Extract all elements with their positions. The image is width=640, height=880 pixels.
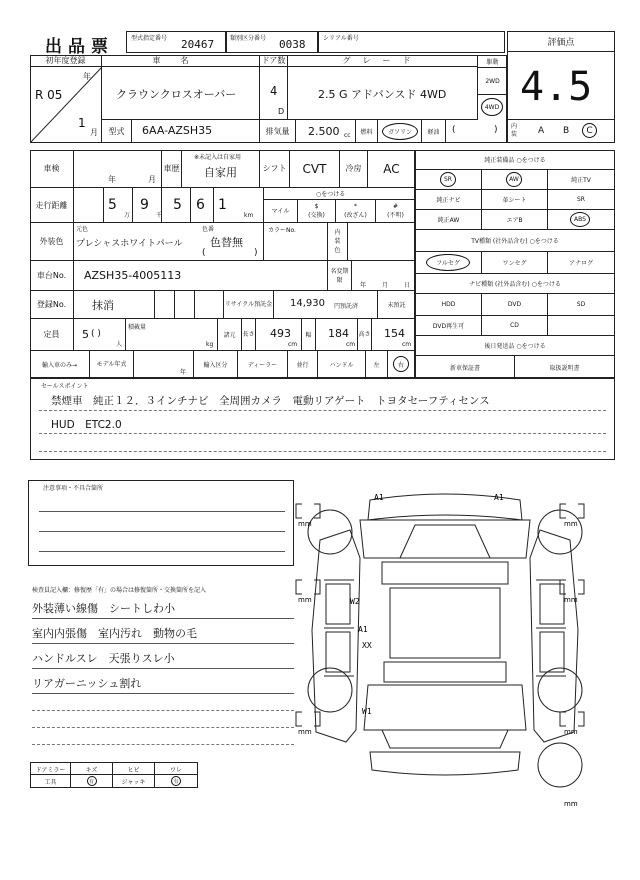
notes-box: 注意事項・不具合箇所 — [28, 480, 294, 566]
mileage-options: ○をつける マイル $ (交換) * (改ざん) # (不明) — [264, 188, 415, 223]
tire-mm-label: mm — [298, 520, 312, 528]
tire-mm-label: mm — [564, 520, 578, 528]
tire-mm-label: mm — [564, 728, 578, 736]
sales-frame: セールスポイント 禁煙車 純正１２．３インチナビ 全周囲カメラ 電動リアゲート トヨタセーフティセンス HUD ETC2.0 — [30, 378, 615, 460]
tire-mm-label: mm — [564, 596, 578, 604]
mileage-digits: 5 万 9 千 5 6 1 km — [74, 188, 264, 223]
legend-table: ドアミラー キズ ヒビ ワレ 工具 有 ジャッキ 有 — [30, 762, 198, 788]
equip-sr-circled: SR — [440, 172, 456, 187]
damage-mark: W1 — [362, 707, 372, 716]
damage-mark: A1 — [494, 493, 504, 502]
sales-line-1: 禁煙車 純正１２．３インチナビ 全周囲カメラ 電動リアゲート トヨタセーフティセンス — [51, 395, 490, 407]
chassis-cell: AZSH35-4005113 — [74, 261, 328, 291]
registration-cell: 抹消 — [74, 291, 224, 319]
grade-cell: 2.5 G アドバンスド 4WD — [288, 67, 478, 120]
color-no-cell: カラーNo. — [264, 223, 328, 261]
type-no-box: 型式指定番号 20467 — [126, 31, 226, 53]
equip-abs-circled: ABS — [570, 212, 590, 227]
class-no-box: 類別区分番号 0038 — [226, 31, 318, 53]
model-cell: 6AA-AZSH35 — [132, 120, 260, 143]
inspection-date: 年 月 — [74, 150, 162, 188]
equip-aw-circled: AW — [506, 172, 522, 187]
damage-mark: W2 — [350, 597, 360, 606]
sales-line-2: HUD ETC2.0 — [51, 419, 122, 431]
inspector-notes: 外装薄い線傷 シートしわ小 室内内張傷 室内汚れ 動物の毛 ハンドルスレ 天張りスレ小 リアガーニッシュ割れ — [32, 600, 294, 745]
damage-mark: A1 — [374, 493, 384, 502]
drive-cell: 駆動 2WD 4WD — [478, 55, 507, 120]
tire-mm-label: mm — [298, 728, 312, 736]
drive-4wd-circled: 4WD — [481, 98, 503, 116]
score-box: 評価点 4.5 内装 A B C — [507, 31, 615, 143]
car-diagram — [290, 480, 600, 810]
doors-cell: 4 D — [260, 67, 288, 120]
serial-box: シリアル番号 — [318, 31, 505, 53]
fuel-cell — [378, 120, 422, 143]
handle-right-circled: 右 — [393, 356, 409, 372]
car-name-cell: クラウンクロスオーバー — [102, 67, 260, 120]
damage-mark: XX — [362, 641, 372, 650]
interior-c-circled: C — [582, 123, 597, 138]
tire-mm-label: mm — [298, 596, 312, 604]
use-cell: ※未記入は自家用 自家用 — [182, 150, 260, 188]
recycle-cell: 14,930 円預託済 — [274, 291, 378, 319]
tire-mm-label: mm — [564, 800, 578, 808]
damage-mark: A1 — [358, 625, 368, 634]
score-label: 評価点 — [508, 32, 614, 52]
diesel-cell: ( ) — [452, 125, 498, 135]
color-cell: 元色 色番 プレシャスホワイトパール 色替無 ( ) — [74, 223, 264, 261]
title: 出品票 — [45, 37, 114, 57]
displacement-cell: 2.500 cc — [296, 120, 356, 143]
first-reg-cell: 年 R 05 1 月 — [30, 67, 102, 143]
score-value: 4.5 — [520, 64, 593, 110]
tv-fullseg-circled: フルセグ — [426, 254, 470, 271]
fuel-gasoline-circled: ガソリン — [382, 123, 418, 140]
capacity-cell: 5 ( ) 人 — [74, 319, 126, 351]
